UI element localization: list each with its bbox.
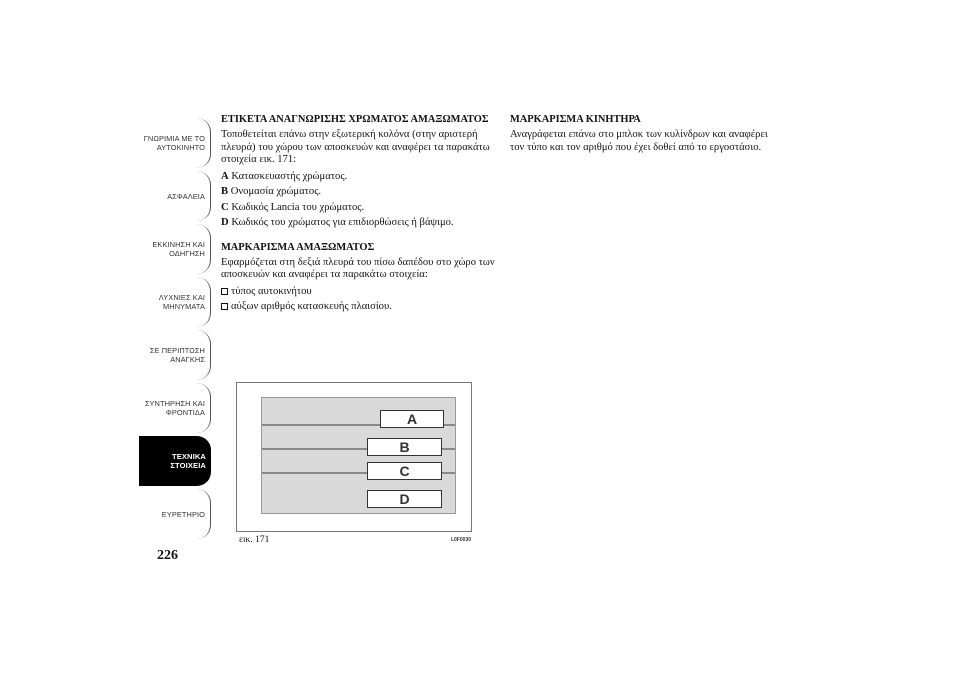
right-column xyxy=(510,114,780,158)
tab-warning-lights[interactable]: ΛΥΧΝΙΕΣ ΚΑΙ ΜΗΝΥΜΑΤΑ xyxy=(139,277,211,327)
list-item: A Κατασκευαστής χρώματος. xyxy=(221,170,348,182)
checkbox-bullet-icon xyxy=(221,288,228,295)
label-box-c: C xyxy=(367,462,442,480)
page-number: 226 xyxy=(157,548,178,563)
tab-technical-data[interactable]: ΤΕΧΝΙΚΑ ΣΤΟΙΧΕΙΑ xyxy=(139,436,211,486)
list-item: D Κωδικός του χρώματος για επιδιορθώσεις ή βάψιμο. xyxy=(221,217,454,228)
paint-label-intro: Τοποθετείται επάνω στην εξωτερική κολόνα (στην αριστερή πλευρά) του χώρου των αποσκευών και αναφέρει τα παρακάτω στοιχεία εικ. 171: xyxy=(221,129,490,165)
label-box-a: A xyxy=(380,410,444,428)
section-heading-paint-label: ΕΤΙΚΕΤΑ ΑΝΑΓΝΩΡΙΣΗΣ ΧΡΩΜΑΤΟΣ ΑΜΑΞΩΜΑΤΟΣ xyxy=(221,114,489,125)
figure-caption: εικ. 171 xyxy=(239,535,270,545)
tab-maintenance[interactable]: ΣΥΝΤΗΡΗΣΗ ΚΑΙ ΦΡΟΝΤΙΔΑ xyxy=(139,383,211,433)
section-heading-engine-marking: ΜΑΡΚΑΡΙΣΜΑ ΚΙΝΗΤΗΡΑ xyxy=(510,114,641,125)
list-item: C Κωδικός Lancia του χρώματος. xyxy=(221,201,365,213)
tab-safety[interactable]: ΑΣΦΑΛΕΙΑ xyxy=(139,171,211,221)
figure-paint-label xyxy=(236,382,472,532)
list-item: B Ονομασία χρώματος. xyxy=(221,186,322,197)
engine-marking-text: Αναγράφεται επάνω στο μπλοκ των κυλίνδρων και αναφέρει τον τύπο και τον αριθμό που έχει δοθεί από το εργοστάσιο. xyxy=(510,129,768,153)
bullet-item: τύπος αυτοκινήτου xyxy=(221,286,499,299)
label-box-b: B xyxy=(367,438,442,456)
left-column xyxy=(221,114,499,317)
tab-getting-to-know[interactable]: ΓΝΩΡΙΜΙΑ ΜΕ ΤΟ ΑΥΤΟΚΙΝΗΤΟ xyxy=(139,118,211,168)
tab-index[interactable]: ΕΥΡΕΤΗΡΙΟ xyxy=(139,489,211,539)
label-box-d: D xyxy=(367,490,442,508)
bullet-item: αύξων αριθμός κατασκευής πλαισίου. xyxy=(221,301,499,314)
checkbox-bullet-icon xyxy=(221,303,228,310)
section-heading-body-marking: ΜΑΡΚΑΡΙΣΜΑ ΑΜΑΞΩΜΑΤΟΣ xyxy=(221,241,375,253)
figure-code: L0F0030 xyxy=(451,537,472,543)
tab-emergency[interactable]: ΣΕ ΠΕΡΙΠΤΩΣΗ ΑΝΑΓΚΗΣ xyxy=(139,330,211,380)
tab-starting-driving[interactable]: ΕΚΚΙΝΗΣΗ ΚΑΙ ΟΔΗΓΗΣΗ xyxy=(139,224,211,274)
body-marking-intro: Εφαρμόζεται στη δεξιά πλευρά του πίσω δαπέδου στο χώρο των αποσκευών και αναφέρει τα παρακάτω στοιχεία: xyxy=(221,256,495,280)
paint-label-illustration xyxy=(261,397,456,514)
